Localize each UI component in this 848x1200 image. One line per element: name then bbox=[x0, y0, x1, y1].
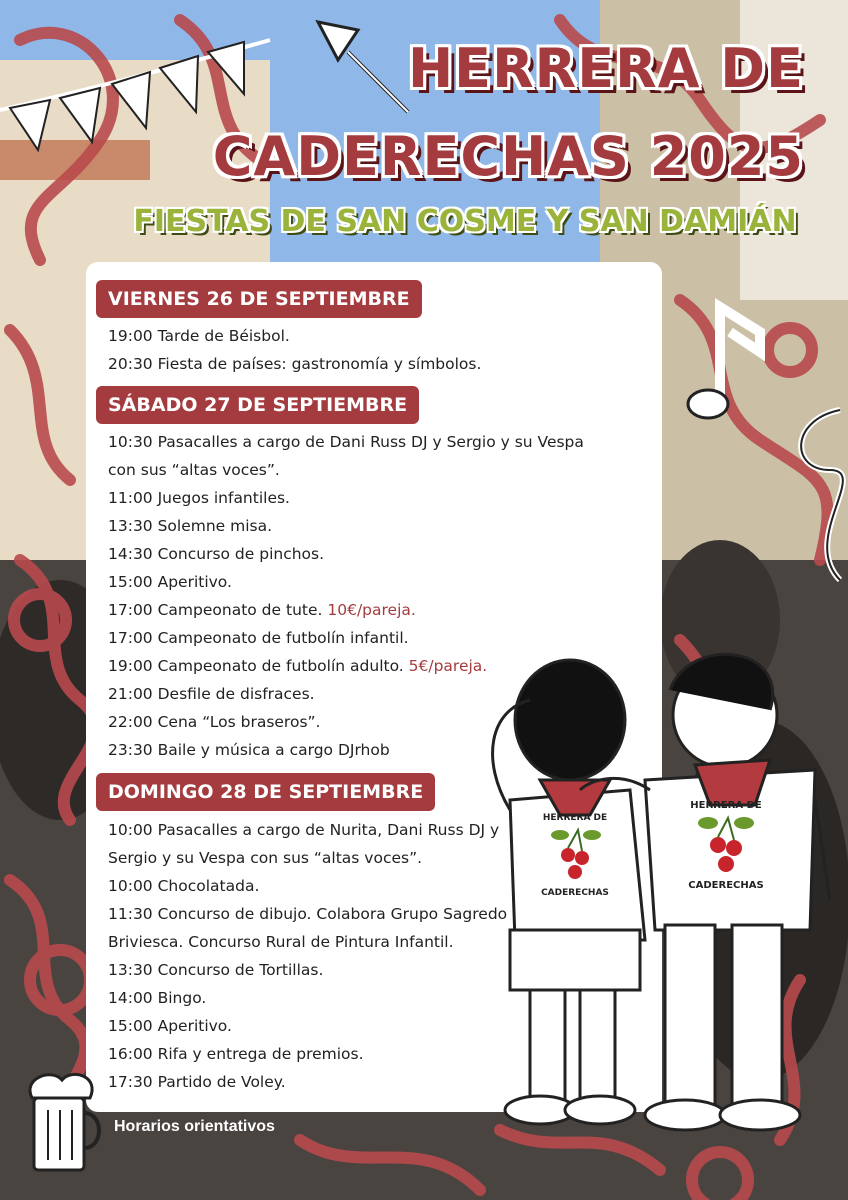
event-item: 21:00 Desfile de disfraces. bbox=[108, 685, 315, 703]
subtitle: FIESTAS DE SAN COSME Y SAN DAMIÁN bbox=[133, 204, 797, 239]
event-item: 17:00 Campeonato de futbolín infantil. bbox=[108, 629, 409, 647]
beer-mug-icon bbox=[22, 1068, 106, 1178]
event-price: 5€/pareja. bbox=[408, 657, 488, 675]
event-item: 16:00 Rifa y entrega de premios. bbox=[108, 1045, 364, 1063]
shirt-logo-bottom-girl: CADERECHAS bbox=[541, 888, 609, 898]
music-note-icon bbox=[680, 292, 780, 432]
kids-illustration bbox=[470, 640, 848, 1160]
event-item: 15:00 Aperitivo. bbox=[108, 573, 232, 591]
footer-note: Horarios orientativos bbox=[114, 1118, 275, 1135]
event-item: 19:00 Tarde de Béisbol. bbox=[108, 327, 290, 345]
event-text: 17:00 Campeonato de tute. bbox=[108, 601, 328, 619]
event-item: 15:00 Aperitivo. bbox=[108, 1017, 232, 1035]
event-list-friday bbox=[108, 322, 608, 378]
event-price: 10€/pareja. bbox=[327, 601, 416, 619]
event-item: Briviesca. Concurso Rural de Pintura Infantil. bbox=[108, 933, 454, 951]
event-item: 10:00 Pasacalles a cargo de Nurita, Dani Russ DJ y bbox=[108, 821, 500, 839]
event-item: con sus “altas voces”. bbox=[108, 461, 280, 479]
title-line-1: HERRERA DE bbox=[407, 37, 804, 100]
curl-swirl-icon bbox=[780, 400, 848, 590]
event-item: 22:00 Cena “Los braseros”. bbox=[108, 713, 321, 731]
event-item: 10:00 Chocolatada. bbox=[108, 877, 260, 895]
event-item: 23:30 Baile y música a cargo DJrhob bbox=[108, 741, 390, 759]
shirt-logo-top-girl: HERRERA DE bbox=[542, 813, 608, 823]
day-heading-saturday: SÁBADO 27 DE SEPTIEMBRE bbox=[96, 386, 419, 424]
event-item: 14:30 Concurso de pinchos. bbox=[108, 545, 325, 563]
firework-rocket-icon bbox=[308, 12, 418, 122]
event-item: 11:00 Juegos infantiles. bbox=[108, 489, 290, 507]
title-line-2: CADERECHAS 2025 bbox=[212, 125, 804, 188]
shirt-logo-top-boy: HERRERA DE bbox=[690, 800, 762, 811]
event-item: 13:30 Solemne misa. bbox=[108, 517, 273, 535]
day-heading-friday: VIERNES 26 DE SEPTIEMBRE bbox=[96, 280, 422, 318]
event-item: Sergio y su Vespa con sus “altas voces”. bbox=[108, 849, 423, 867]
event-text: 19:00 Campeonato de futbolín adulto. bbox=[108, 657, 409, 675]
event-item: 10:30 Pasacalles a cargo de Dani Russ DJ y Sergio y su Vespa bbox=[108, 433, 584, 451]
day-heading-sunday: DOMINGO 28 DE SEPTIEMBRE bbox=[96, 773, 435, 811]
event-item: 20:30 Fiesta de países: gastronomía y símbolos. bbox=[108, 355, 482, 373]
event-item: 13:30 Concurso de Tortillas. bbox=[108, 961, 324, 979]
event-item: 14:00 Bingo. bbox=[108, 989, 207, 1007]
event-item bbox=[108, 596, 608, 624]
event-item: 17:30 Partido de Voley. bbox=[108, 1073, 286, 1091]
shirt-logo-bottom-boy: CADERECHAS bbox=[688, 880, 764, 891]
event-item: 11:30 Concurso de dibujo. Colabora Grupo Sagredo bbox=[108, 905, 508, 923]
